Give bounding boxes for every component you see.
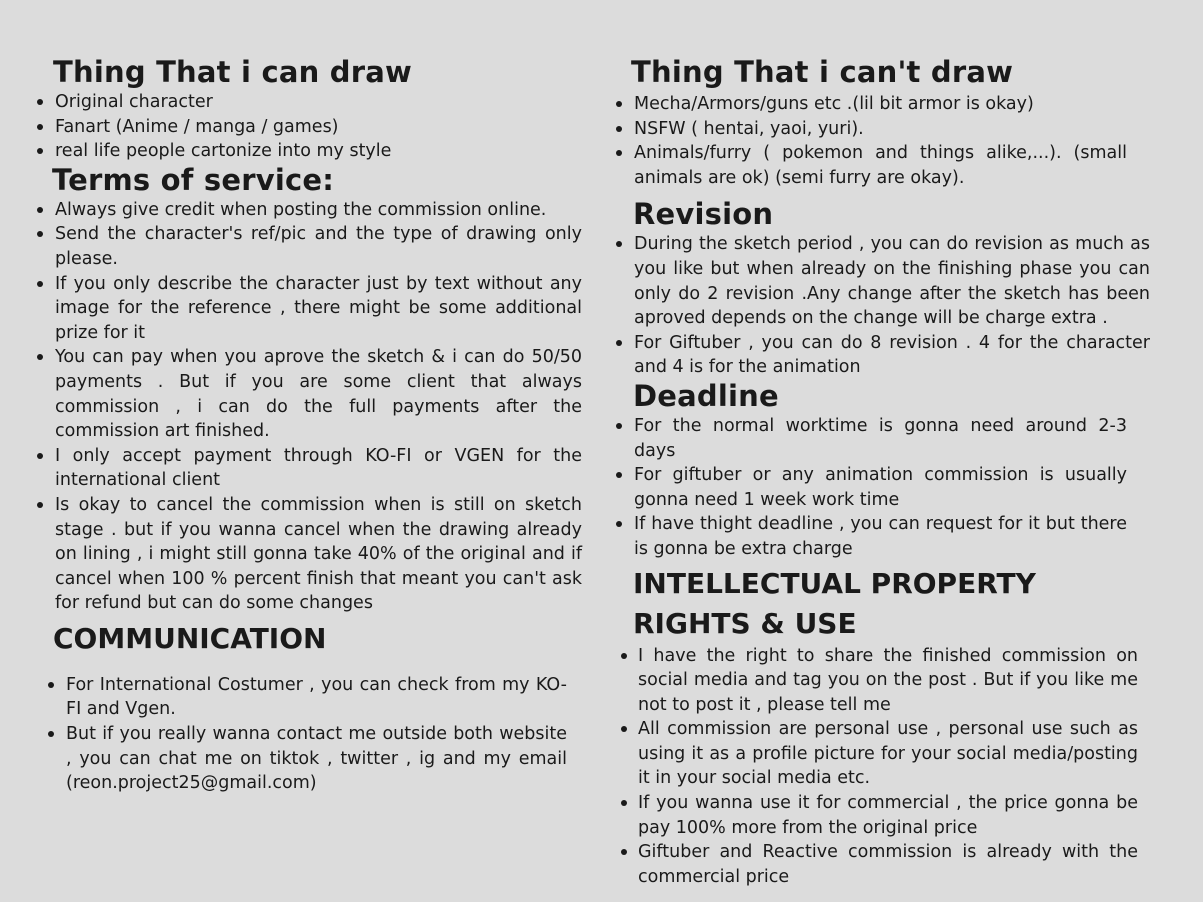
list-item: Giftuber and Reactive commission is already with the commercial price [616, 840, 1138, 889]
communication-heading: COMMUNICATION [53, 621, 327, 655]
list-item: Mecha/Armors/guns etc .(lil bit armor is okay) [611, 92, 1127, 117]
list-item: If you wanna use it for commercial , the price gonna be pay 100% more from the original price [616, 791, 1138, 840]
can-draw-heading: Thing That i can draw [53, 55, 412, 89]
ip-rights-heading-line1: INTELLECTUAL PROPERTY [633, 566, 1036, 600]
left-column [32, 54, 582, 796]
list-item: For the normal worktime is gonna need around 2-3 days [611, 414, 1127, 463]
ip-rights-heading [633, 564, 1150, 644]
list-item: During the sketch period , you can do revision as much as you like but when already on the finishing phase you can only do 2 revision .Any change after the sketch has been aproved depends on the change will be charge extra . [611, 232, 1150, 330]
list-item: If you only describe the character just by text without any image for the reference , there might be some additional prize for it [32, 272, 582, 346]
right-column [611, 54, 1150, 889]
list-item: Send the character's ref/pic and the type of drawing only please. [32, 222, 582, 271]
list-item: If have thight deadline , you can request for it but there is gonna be extra charge [611, 512, 1127, 561]
list-item: Animals/furry ( pokemon and things alike,...). (small animals are ok) (semi furry are okay). [611, 141, 1127, 190]
terms-heading: Terms of service: [52, 162, 335, 197]
communication-list [32, 673, 567, 796]
list-item: All commission are personal use , personal use such as using it as a profile picture for your social media/posting it in your social media etc. [616, 717, 1138, 791]
deadline-heading: Deadline [633, 378, 779, 413]
list-item: For International Costumer , you can check from my KO-FI and Vgen. [43, 673, 567, 722]
list-item: Fanart (Anime / manga / games) [32, 115, 582, 140]
terms-list [32, 198, 582, 616]
list-item: Always give credit when posting the commission online. [32, 198, 582, 223]
deadline-list [611, 414, 1127, 562]
list-item: I have the right to share the finished commission on social media and tag you on the post . But if you like me not to post it , please tell me [616, 644, 1138, 718]
list-item: Original character [32, 90, 582, 115]
cant-draw-list [611, 92, 1127, 190]
ip-rights-heading-line2: RIGHTS & USE [633, 606, 857, 640]
ip-rights-list [611, 644, 1138, 890]
cant-draw-heading: Thing That i can't draw [631, 55, 1014, 89]
can-draw-list [32, 90, 582, 164]
list-item: I only accept payment through KO-FI or VGEN for the international client [32, 444, 582, 493]
revision-list [611, 232, 1150, 380]
list-item: Is okay to cancel the commission when is still on sketch stage . but if you wanna cancel when the drawing already on lining , i might still gonna take 40% of the original and if cancel when 100 % percent finish that meant you can't ask for refund but can do some changes [32, 493, 582, 616]
list-item: real life people cartonize into my style [32, 139, 582, 164]
list-item: But if you really wanna contact me outside both website , you can chat me on tiktok , twitter , ig and my email (reon.project25@gmail.com) [43, 722, 567, 796]
list-item: You can pay when you aprove the sketch & i can do 50/50 payments . But if you are some client that always commission , i can do the full payments after the commission art finished. [32, 345, 582, 443]
list-item: For Giftuber , you can do 8 revision . 4 for the character and 4 is for the animation [611, 331, 1150, 380]
list-item: NSFW ( hentai, yaoi, yuri). [611, 117, 1127, 142]
list-item: For giftuber or any animation commission is usually gonna need 1 week work time [611, 463, 1127, 512]
revision-heading: Revision [633, 197, 774, 232]
